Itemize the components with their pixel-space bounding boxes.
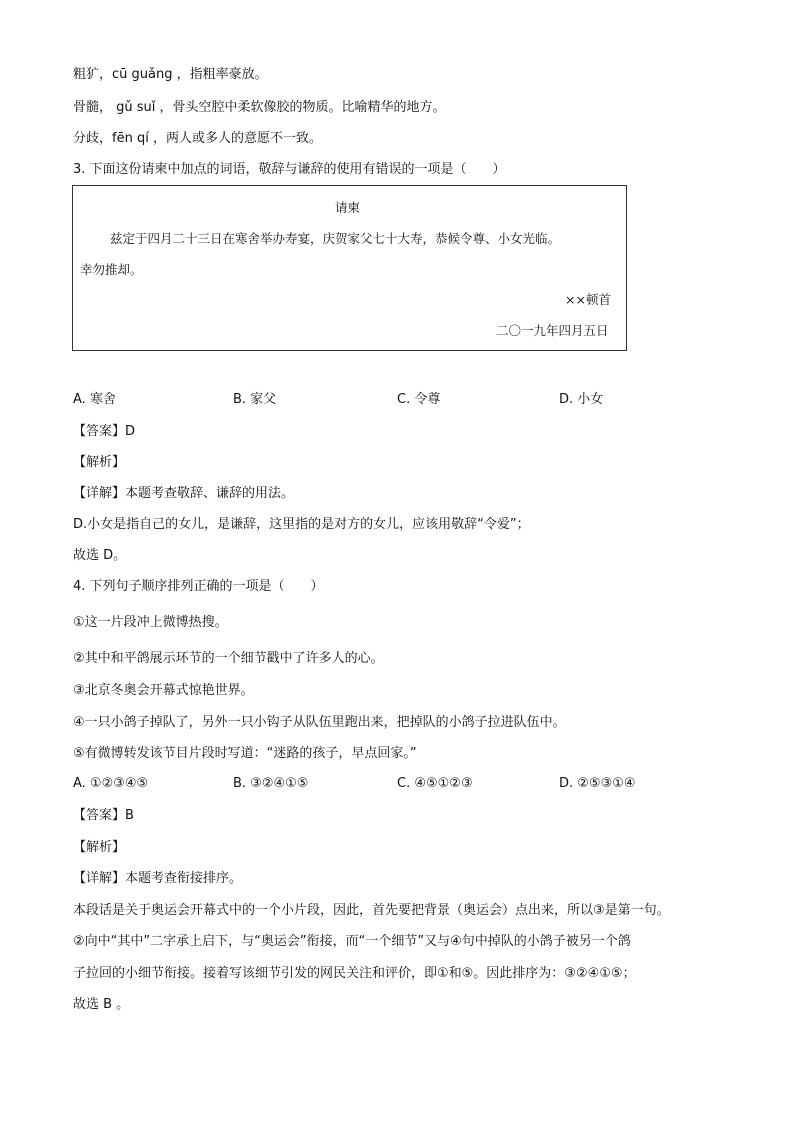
q3-option-b: B. 家父: [233, 392, 277, 407]
q4-option-d: D. ②⑤③①④: [559, 776, 636, 791]
definition-line: 粗犷，cū guǎng ，指粗率豪放。: [73, 67, 268, 82]
q4-conclusion: 故选 B 。: [73, 997, 130, 1012]
invitation-signature: ××顿首: [565, 292, 611, 307]
q3-conclusion: 故选 D。: [73, 548, 127, 563]
invitation-body-line1: 兹定于四月二十三日在寒舍举办寿宴，庆贺家父七十大寿，恭候令尊、小女光临。: [110, 231, 561, 246]
q4-sentence: ②其中和平鸽展示环节的一个细节戳中了许多人的心。: [73, 651, 384, 666]
q3-analysis-label: 【解析】: [73, 455, 126, 470]
invitation-box: [72, 185, 627, 351]
invitation-date: 二〇一九年四月五日: [496, 323, 609, 338]
q3-option-a: A. 寒舍: [73, 392, 116, 407]
question-3-stem: 3. 下面这份请柬中加点的词语，敬辞与谦辞的使用有错误的一项是（ ）: [73, 162, 506, 177]
q3-option-c: C. 令尊: [397, 392, 441, 407]
detail-label: 【详解】: [73, 486, 126, 501]
q3-option-d: D. 小女: [559, 392, 604, 407]
detail-text: 本题考查敬辞、谦辞的用法。: [125, 486, 295, 501]
detail-label: 【详解】: [73, 871, 126, 886]
q4-answer: [73, 807, 134, 825]
q4-explanation-line: ②向中“其中”二字承上启下，与“奥运会”衔接，而“一个细节”又与④句中掉队的小鸽子被另一个鸽: [73, 934, 631, 949]
detail-text: 本题考查衔接排序。: [125, 871, 243, 886]
invitation-body-line2: 幸勿推却。: [80, 262, 143, 277]
invitation-title: 请柬: [335, 200, 361, 215]
question-4-stem: 4. 下列句子顺序排列正确的一项是（ ）: [73, 579, 324, 594]
q4-option-c: C. ④⑤①②③: [397, 776, 473, 791]
definition-line: 骨髓， gǔ suǐ ，骨头空腔中柔软像胶的物质。比喻精华的地方。: [73, 100, 446, 115]
q4-sentence: ③北京冬奥会开幕式惊艳世界。: [73, 683, 254, 698]
q4-sentence: ①这一片段冲上微博热搜。: [73, 615, 228, 630]
q4-sentence: ④一只小鸽子掉队了，另外一只小钩子从队伍里跑出来，把掉队的小鸽子拉进队伍中。: [73, 715, 566, 730]
answer-value: D: [125, 424, 136, 439]
q4-detail: [73, 870, 242, 888]
answer-label: 【答案】: [73, 808, 126, 823]
q4-explanation-line: 子拉回的小细节衔接。接着写该细节引发的网民关注和评价，即①和⑤。因此排序为：③②④①⑤；: [73, 966, 636, 981]
answer-label: 【答案】: [73, 424, 126, 439]
q4-analysis-label: 【解析】: [73, 840, 126, 855]
q3-explanation: D.小女是指自己的女儿，是谦辞，这里指的是对方的女儿，应该用敬辞“令爱”；: [73, 517, 530, 532]
q4-explanation-line: 本段话是关于奥运会开幕式中的一个小片段，因此，首先要把背景（奥运会）点出来，所以③是第一句。: [73, 903, 670, 918]
q3-answer: [73, 423, 135, 441]
q3-detail: [73, 485, 294, 503]
q4-option-b: B. ③②④①⑤: [233, 776, 309, 791]
definition-line: 分歧，fēn qí ，两人或多人的意愿不一致。: [73, 131, 322, 146]
q4-option-a: A. ①②③④⑤: [73, 776, 149, 791]
q4-sentence: ⑤有微博转发该节目片段时写道：“迷路的孩子，早点回家。”: [73, 746, 417, 761]
answer-value: B: [125, 808, 134, 823]
